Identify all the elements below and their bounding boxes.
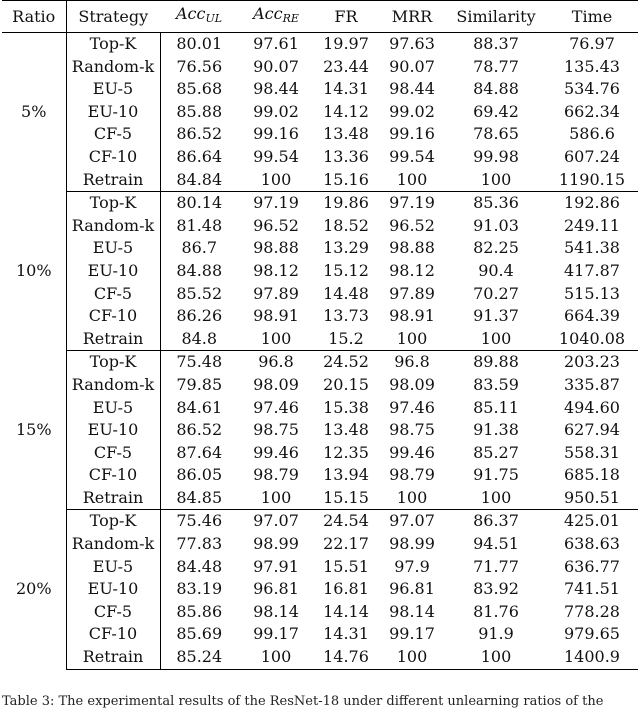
mrr-cell: 99.54 xyxy=(389,146,435,166)
acc-ul-cell: 76.56 xyxy=(160,56,238,79)
acc-ul-cell: 86.64 xyxy=(160,146,238,169)
acc-re-cell: 100 xyxy=(238,646,314,669)
sim-cell: 88.37 xyxy=(473,34,519,53)
fr-cell: 18.52 xyxy=(323,215,369,235)
strategy-cell: EU-10 xyxy=(87,101,139,121)
sim-cell: 78.77 xyxy=(473,56,519,76)
strategy-cell: EU-5 xyxy=(92,238,134,258)
sim-cell: 82.25 xyxy=(473,238,519,258)
time-cell: 586.6 xyxy=(569,124,615,144)
ratio-group xyxy=(2,192,638,351)
time-cell: 494.60 xyxy=(564,397,620,417)
acc-ul-cell: 84.88 xyxy=(160,260,238,283)
sim-cell: 71.77 xyxy=(473,556,519,576)
strategy-cell: CF-10 xyxy=(88,306,138,326)
fr-cell: 15.2 xyxy=(314,328,378,351)
strategy-cell: CF-10 xyxy=(88,465,138,485)
acc-ul-cell: 85.52 xyxy=(160,283,238,306)
acc-ul-cell: 86.7 xyxy=(160,237,238,260)
fr-cell: 14.14 xyxy=(323,601,369,621)
header-ratio: Ratio xyxy=(2,1,66,33)
sim-cell: 100 xyxy=(446,169,546,192)
time-cell: 607.24 xyxy=(564,146,620,166)
table-row xyxy=(2,601,638,624)
acc-re-cell: 96.81 xyxy=(253,579,299,599)
mrr-cell: 98.14 xyxy=(389,601,435,621)
sim-cell: 78.65 xyxy=(473,124,519,144)
time-cell: 979.65 xyxy=(564,624,620,644)
mrr-cell: 97.07 xyxy=(389,511,435,531)
acc-ul-cell: 85.24 xyxy=(160,646,238,669)
header-acc-re-sub: RE xyxy=(282,12,299,25)
fr-cell: 13.94 xyxy=(323,465,369,485)
header-acc-re-main: Acc xyxy=(253,4,283,23)
strategy-cell: CF-5 xyxy=(93,283,133,303)
table-row xyxy=(2,192,638,215)
acc-re-cell: 97.07 xyxy=(253,511,299,531)
acc-ul-cell: 75.46 xyxy=(160,510,238,533)
acc-ul-cell: 80.01 xyxy=(160,33,238,56)
sim-cell: 100 xyxy=(446,646,546,669)
time-cell: 1040.08 xyxy=(546,328,638,351)
fr-cell: 23.44 xyxy=(323,56,369,76)
time-cell: 664.39 xyxy=(564,306,620,326)
table-row xyxy=(2,533,638,556)
acc-ul-cell: 75.48 xyxy=(160,351,238,374)
time-cell: 662.34 xyxy=(564,101,620,121)
mrr-cell: 98.75 xyxy=(389,420,435,440)
strategy-cell: Top-K xyxy=(89,352,137,372)
strategy-cell: CF-5 xyxy=(93,442,133,462)
mrr-cell: 98.88 xyxy=(389,238,435,258)
acc-ul-cell: 84.85 xyxy=(160,487,238,510)
mrr-cell: 96.8 xyxy=(394,352,430,372)
mrr-cell: 100 xyxy=(378,169,446,192)
ratio-cell: 5% xyxy=(2,33,66,192)
strategy-cell: Retrain xyxy=(66,328,160,351)
acc-re-cell: 99.17 xyxy=(253,624,299,644)
fr-cell: 13.48 xyxy=(323,124,369,144)
mrr-cell: 99.46 xyxy=(389,442,435,462)
sim-cell: 100 xyxy=(446,328,546,351)
header-mrr: MRR xyxy=(378,1,446,33)
acc-re-cell: 98.91 xyxy=(253,306,299,326)
mrr-cell: 90.07 xyxy=(389,56,435,76)
fr-cell: 15.15 xyxy=(314,487,378,510)
strategy-cell: Random-k xyxy=(71,534,155,554)
mrr-cell: 99.02 xyxy=(389,101,435,121)
acc-re-cell: 100 xyxy=(238,328,314,351)
acc-ul-cell: 85.69 xyxy=(160,623,238,646)
header-time: Time xyxy=(546,1,638,33)
acc-re-cell: 96.8 xyxy=(258,352,294,372)
strategy-cell: Random-k xyxy=(71,215,155,235)
sim-cell: 91.38 xyxy=(473,420,519,440)
mrr-cell: 100 xyxy=(378,487,446,510)
time-cell: 778.28 xyxy=(564,601,620,621)
table-caption: Table 3: The experimental results of the ResNet-18 under different unlearning ratios of the xyxy=(2,694,604,709)
mrr-cell: 96.81 xyxy=(389,579,435,599)
acc-re-cell: 100 xyxy=(238,487,314,510)
acc-ul-cell: 84.48 xyxy=(160,556,238,579)
sim-cell: 86.37 xyxy=(473,511,519,531)
fr-cell: 14.48 xyxy=(323,283,369,303)
acc-re-cell: 97.91 xyxy=(253,556,299,576)
mrr-cell: 97.89 xyxy=(389,283,435,303)
header-acc-ul xyxy=(160,1,238,33)
mrr-cell: 98.99 xyxy=(389,534,435,554)
mrr-cell: 98.12 xyxy=(389,260,435,280)
fr-cell: 12.35 xyxy=(323,442,369,462)
table-row xyxy=(2,169,638,192)
table-row xyxy=(2,623,638,646)
acc-ul-cell: 80.14 xyxy=(160,192,238,215)
acc-ul-cell: 81.48 xyxy=(160,215,238,238)
acc-re-cell: 99.02 xyxy=(253,101,299,121)
table-row xyxy=(2,78,638,101)
strategy-cell: EU-5 xyxy=(92,79,134,99)
sim-cell: 83.59 xyxy=(473,374,519,394)
strategy-cell: Top-K xyxy=(89,34,137,53)
table-row xyxy=(2,237,638,260)
acc-re-cell: 97.89 xyxy=(253,283,299,303)
strategy-cell: CF-5 xyxy=(93,124,133,144)
fr-cell: 20.15 xyxy=(323,374,369,394)
acc-re-cell: 97.46 xyxy=(253,397,299,417)
time-cell: 541.38 xyxy=(564,238,620,258)
acc-re-cell: 97.19 xyxy=(253,193,299,213)
mrr-cell: 96.52 xyxy=(389,215,435,235)
fr-cell: 14.76 xyxy=(314,646,378,669)
mrr-cell: 100 xyxy=(378,328,446,351)
header-similarity: Similarity xyxy=(446,1,546,33)
acc-re-cell: 98.99 xyxy=(253,534,299,554)
header-fr: FR xyxy=(314,1,378,33)
header-acc-ul-sub: UL xyxy=(205,12,223,25)
table-row xyxy=(2,556,638,579)
fr-cell: 13.36 xyxy=(323,146,369,166)
fr-cell: 13.29 xyxy=(323,238,369,258)
fr-cell: 15.51 xyxy=(323,556,369,576)
time-cell: 335.87 xyxy=(564,374,620,394)
table-row xyxy=(2,397,638,420)
sim-cell: 85.36 xyxy=(473,193,519,213)
table-row xyxy=(2,305,638,328)
ratio-cell: 15% xyxy=(2,351,66,510)
acc-ul-cell: 83.19 xyxy=(160,578,238,601)
mrr-cell: 99.16 xyxy=(389,124,435,144)
table-row xyxy=(2,260,638,283)
acc-re-cell: 98.44 xyxy=(253,79,299,99)
ratio-group xyxy=(2,33,638,192)
acc-ul-cell: 79.85 xyxy=(160,374,238,397)
mrr-cell: 98.09 xyxy=(389,374,435,394)
fr-cell: 14.31 xyxy=(323,624,369,644)
table-row xyxy=(2,578,638,601)
strategy-cell: EU-5 xyxy=(92,397,134,417)
fr-cell: 19.86 xyxy=(323,193,369,213)
ratio-cell: 10% xyxy=(2,192,66,351)
strategy-cell: EU-10 xyxy=(87,420,139,440)
acc-re-cell: 100 xyxy=(238,169,314,192)
acc-ul-cell: 77.83 xyxy=(160,533,238,556)
mrr-cell: 98.44 xyxy=(389,79,435,99)
sim-cell: 81.76 xyxy=(473,601,519,621)
acc-ul-cell: 84.8 xyxy=(160,328,238,351)
sim-cell: 69.42 xyxy=(473,101,519,121)
acc-re-cell: 90.07 xyxy=(253,56,299,76)
table-row xyxy=(2,487,638,510)
table-row xyxy=(2,33,638,56)
table-row xyxy=(2,374,638,397)
sim-cell: 91.75 xyxy=(473,465,519,485)
strategy-cell: CF-10 xyxy=(88,624,138,644)
time-cell: 638.63 xyxy=(564,534,620,554)
acc-ul-cell: 85.88 xyxy=(160,101,238,124)
time-cell: 558.31 xyxy=(564,442,620,462)
table-row xyxy=(2,464,638,487)
ratio-cell: 20% xyxy=(2,510,66,669)
time-cell: 950.51 xyxy=(546,487,638,510)
strategy-cell: EU-5 xyxy=(92,556,134,576)
acc-re-cell: 98.88 xyxy=(253,238,299,258)
time-cell: 135.43 xyxy=(564,56,620,76)
strategy-cell: Retrain xyxy=(66,646,160,669)
sim-cell: 90.4 xyxy=(478,260,514,280)
sim-cell: 84.88 xyxy=(473,79,519,99)
sim-cell: 89.88 xyxy=(473,352,519,372)
time-cell: 741.51 xyxy=(564,579,620,599)
acc-re-cell: 96.52 xyxy=(253,215,299,235)
acc-ul-cell: 85.86 xyxy=(160,601,238,624)
sim-cell: 94.51 xyxy=(473,534,519,554)
ratio-group xyxy=(2,510,638,669)
sim-cell: 85.11 xyxy=(473,397,519,417)
time-cell: 685.18 xyxy=(564,465,620,485)
mrr-cell: 100 xyxy=(378,646,446,669)
time-cell: 417.87 xyxy=(564,260,620,280)
acc-re-cell: 99.54 xyxy=(253,146,299,166)
time-cell: 1190.15 xyxy=(546,169,638,192)
acc-re-cell: 98.14 xyxy=(253,601,299,621)
table-header xyxy=(2,1,638,33)
header-acc-re xyxy=(238,1,314,33)
table-row xyxy=(2,101,638,124)
table-row xyxy=(2,646,638,669)
table-row xyxy=(2,328,638,351)
acc-re-cell: 97.61 xyxy=(253,34,299,53)
mrr-cell: 97.46 xyxy=(389,397,435,417)
ratio-group xyxy=(2,351,638,510)
mrr-cell: 97.63 xyxy=(389,34,435,53)
table-row xyxy=(2,215,638,238)
sim-cell: 91.9 xyxy=(478,624,514,644)
time-cell: 636.77 xyxy=(564,556,620,576)
time-cell: 203.23 xyxy=(564,352,620,372)
table-row xyxy=(2,510,638,533)
table-row xyxy=(2,283,638,306)
mrr-cell: 97.19 xyxy=(389,193,435,213)
acc-ul-cell: 86.05 xyxy=(160,464,238,487)
time-cell: 515.13 xyxy=(564,283,620,303)
sim-cell: 91.03 xyxy=(473,215,519,235)
acc-re-cell: 99.46 xyxy=(253,442,299,462)
acc-re-cell: 98.09 xyxy=(253,374,299,394)
strategy-cell: Random-k xyxy=(71,56,155,76)
acc-re-cell: 98.12 xyxy=(253,260,299,280)
acc-ul-cell: 85.68 xyxy=(160,78,238,101)
sim-cell: 91.37 xyxy=(473,306,519,326)
sim-cell: 70.27 xyxy=(473,283,519,303)
acc-ul-cell: 84.61 xyxy=(160,397,238,420)
acc-ul-cell: 86.52 xyxy=(160,419,238,442)
sim-cell: 83.92 xyxy=(473,579,519,599)
strategy-cell: CF-10 xyxy=(88,146,138,166)
acc-ul-cell: 86.52 xyxy=(160,123,238,146)
time-cell: 76.97 xyxy=(569,34,615,53)
mrr-cell: 98.79 xyxy=(389,465,435,485)
strategy-cell: Random-k xyxy=(71,374,155,394)
fr-cell: 19.97 xyxy=(323,34,369,53)
time-cell: 425.01 xyxy=(564,511,620,531)
results-table xyxy=(2,0,638,670)
header-acc-ul-main: Acc xyxy=(175,4,206,23)
table-row xyxy=(2,146,638,169)
table-row xyxy=(2,419,638,442)
mrr-cell: 99.17 xyxy=(389,624,435,644)
table-row xyxy=(2,56,638,79)
strategy-cell: Retrain xyxy=(66,487,160,510)
fr-cell: 13.73 xyxy=(323,306,369,326)
strategy-cell: CF-5 xyxy=(93,601,133,621)
time-cell: 1400.9 xyxy=(546,646,638,669)
acc-ul-cell: 84.84 xyxy=(160,169,238,192)
fr-cell: 16.81 xyxy=(323,579,369,599)
sim-cell: 99.98 xyxy=(473,146,519,166)
acc-re-cell: 98.79 xyxy=(253,465,299,485)
time-cell: 249.11 xyxy=(564,215,620,235)
table-row xyxy=(2,123,638,146)
table-row xyxy=(2,442,638,465)
strategy-cell: Top-K xyxy=(89,511,137,531)
strategy-cell: EU-10 xyxy=(87,579,139,599)
fr-cell: 14.31 xyxy=(323,79,369,99)
table-row xyxy=(2,351,638,374)
fr-cell: 15.38 xyxy=(323,397,369,417)
time-cell: 627.94 xyxy=(564,420,620,440)
acc-re-cell: 98.75 xyxy=(253,420,299,440)
mrr-cell: 97.9 xyxy=(394,556,430,576)
acc-ul-cell: 86.26 xyxy=(160,305,238,328)
fr-cell: 15.16 xyxy=(314,169,378,192)
mrr-cell: 98.91 xyxy=(389,306,435,326)
sim-cell: 85.27 xyxy=(473,442,519,462)
strategy-cell: Top-K xyxy=(89,193,137,213)
fr-cell: 15.12 xyxy=(323,260,369,280)
time-cell: 192.86 xyxy=(564,193,620,213)
strategy-cell: EU-10 xyxy=(87,260,139,280)
fr-cell: 24.52 xyxy=(323,352,369,372)
fr-cell: 24.54 xyxy=(323,511,369,531)
sim-cell: 100 xyxy=(446,487,546,510)
fr-cell: 14.12 xyxy=(323,101,369,121)
time-cell: 534.76 xyxy=(564,79,620,99)
header-strategy: Strategy xyxy=(66,1,160,33)
fr-cell: 22.17 xyxy=(323,534,369,554)
strategy-cell: Retrain xyxy=(66,169,160,192)
fr-cell: 13.48 xyxy=(323,420,369,440)
acc-re-cell: 99.16 xyxy=(253,124,299,144)
acc-ul-cell: 87.64 xyxy=(160,442,238,465)
